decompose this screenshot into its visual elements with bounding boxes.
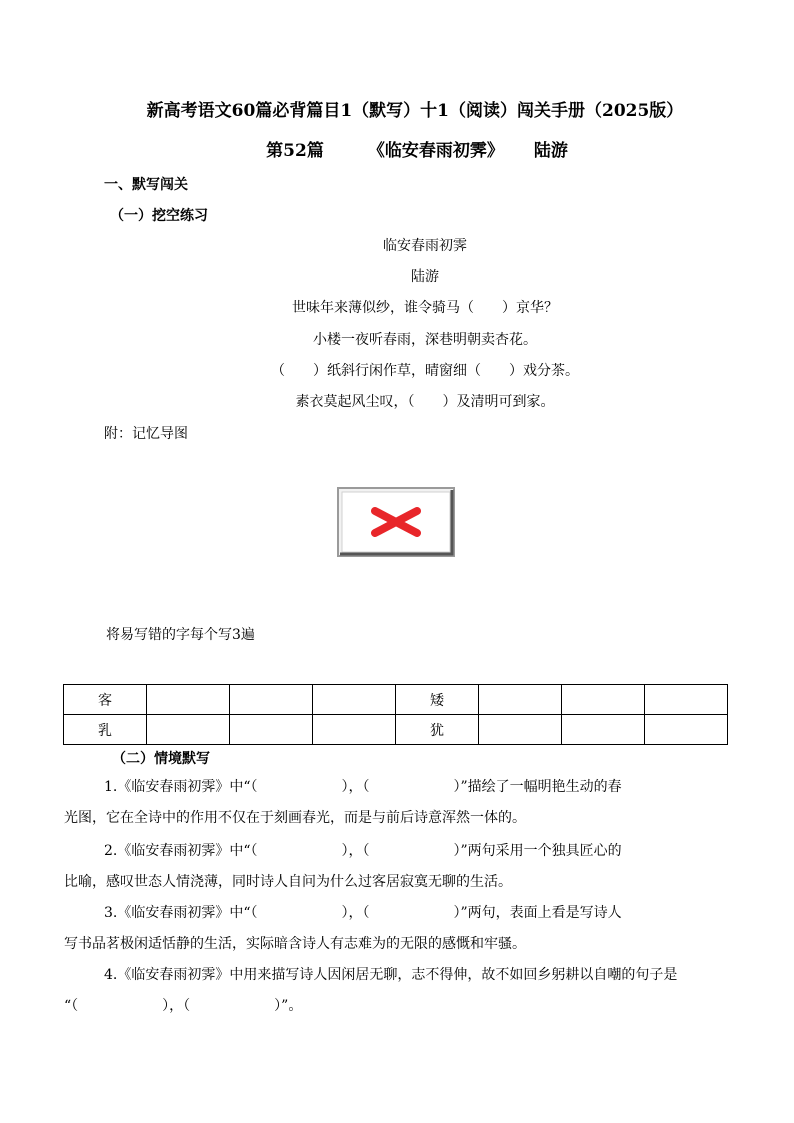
table-cell[interactable]: [147, 715, 230, 745]
table-cell[interactable]: [562, 685, 645, 715]
memory-map-note: 附：记忆导图: [104, 426, 188, 442]
question-3: [64, 898, 724, 960]
table-cell: 客: [64, 685, 147, 715]
table-cell[interactable]: [147, 685, 230, 715]
question-1-line-2: 光图，它在全诗中的作用不仅在于刻画春光，而是与前后诗意浑然一体的。: [64, 810, 526, 826]
table-cell: 乳: [64, 715, 147, 745]
question-1: [64, 772, 724, 834]
practice-instruction: 将易写错的字每个写3遍: [106, 627, 255, 643]
poem-name: 《临安春雨初霁》: [367, 141, 504, 161]
question-4-line-1: 4.《临安春雨初霁》中用来描写诗人因闲居无聊，志不得伸，故不如回乡躬耕以自嘲的句子是: [104, 967, 678, 983]
broken-image-icon: [337, 487, 455, 557]
table-row: [64, 685, 728, 715]
table-cell[interactable]: [230, 685, 313, 715]
question-2: [64, 836, 724, 898]
subsection-heading-context-dictation: （二）情境默写: [112, 751, 210, 767]
section-heading-dictation: 一、默写闯关: [104, 177, 188, 193]
writing-practice-table: [63, 684, 728, 745]
table-cell[interactable]: [645, 715, 728, 745]
subsection-heading-fill-blank: （一）挖空练习: [110, 208, 208, 224]
question-3-line-1: 3.《临安春雨初霁》中“（ ），（ ）”两句，表面上看是写诗人: [104, 905, 622, 921]
poet-name: 陆游: [533, 141, 568, 161]
question-1-line-1: 1.《临安春雨初霁》中“（ ），（ ）”描绘了一幅明艳生动的春: [104, 779, 622, 795]
table-cell[interactable]: [479, 715, 562, 745]
lesson-subtitle: [0, 136, 794, 161]
table-cell[interactable]: [479, 685, 562, 715]
poem-title: 临安春雨初霁: [383, 238, 467, 254]
poem-author: 陆游: [411, 269, 439, 285]
table-cell[interactable]: [313, 685, 396, 715]
poem-line-3: （ ）纸斜行闲作草，晴窗细（ ）戏分茶。: [271, 363, 579, 379]
question-3-line-2: 写书品茗极闲适恬静的生活，实际暗含诗人有志难为的无限的感慨和牢骚。: [64, 936, 526, 952]
table-cell[interactable]: [562, 715, 645, 745]
poem-line-1: 世味年来薄似纱，谁令骑马（ ）京华？: [292, 300, 558, 316]
poem-line-2: 小楼一夜听春雨，深巷明朝卖杏花。: [313, 332, 537, 348]
table-cell[interactable]: [230, 715, 313, 745]
question-4-line-2: “（ ），（ ）”。: [64, 998, 303, 1014]
table-row: [64, 715, 728, 745]
question-2-line-1: 2.《临安春雨初霁》中“（ ），（ ）”两句采用一个独具匠心的: [104, 843, 622, 859]
table-cell[interactable]: [313, 715, 396, 745]
poem-line-4: 素衣莫起风尘叹，（ ）及清明可到家。: [295, 394, 555, 410]
question-4: [64, 960, 724, 1022]
table-cell: 矮: [396, 685, 479, 715]
question-2-line-2: 比喻，感叹世态人情浇薄，同时诗人自问为什么过客居寂寞无聊的生活。: [64, 874, 512, 890]
table-cell: 犹: [396, 715, 479, 745]
document-title: 新高考语文60篇必背篇目1（默写）十1（阅读）闯关手册（2025版）: [146, 101, 684, 121]
lesson-number: 第52篇: [266, 141, 324, 161]
table-cell[interactable]: [645, 685, 728, 715]
